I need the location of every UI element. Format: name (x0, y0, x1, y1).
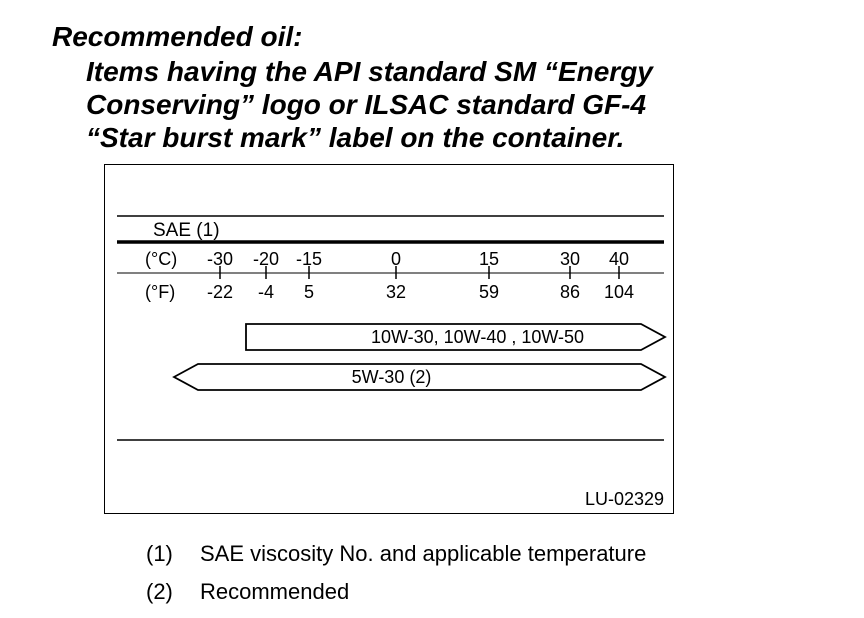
fahrenheit-unit-label: (°F) (145, 282, 176, 302)
temperature-ticks (207, 249, 634, 302)
celsius-tick-label: -30 (206, 249, 234, 269)
celsius-tick-label: 40 (608, 249, 630, 269)
fahrenheit-tick-label: 5 (303, 282, 315, 302)
fahrenheit-tick-label: 59 (478, 282, 500, 302)
footnote-2-number: (2) (146, 579, 173, 604)
celsius-unit-label: (°C) (145, 249, 178, 269)
celsius-tick-label: 15 (478, 249, 500, 269)
description-line-1: Items having the API standard SM “Energy (86, 56, 653, 87)
fahrenheit-tick-label: -22 (206, 282, 234, 302)
fahrenheit-tick-label: 104 (603, 282, 635, 302)
celsius-tick-label: 30 (559, 249, 581, 269)
fahrenheit-tick-label: 86 (559, 282, 581, 302)
celsius-tick-label: -15 (295, 249, 323, 269)
footnote-1-number: (1) (146, 541, 173, 566)
section-title: Recommended oil: (52, 21, 303, 52)
footnote-2-text: Recommended (200, 579, 350, 604)
description-line-2: Conserving” logo or ILSAC standard GF-4 (86, 89, 647, 120)
footnote-1-text: SAE viscosity No. and applicable temperature (200, 541, 647, 566)
oil-viscosity-chart (104, 164, 674, 514)
sae-label: SAE (1) (153, 220, 220, 241)
description-line-3: “Star burst mark” label on the container. (86, 122, 625, 153)
celsius-tick-label: 0 (390, 249, 402, 269)
fahrenheit-tick-label: 32 (385, 282, 407, 302)
figure-code: LU-02329 (584, 489, 664, 509)
oil-viscosity-chart-svg (105, 165, 675, 515)
fahrenheit-tick-label: -4 (257, 282, 275, 302)
viscosity-range-label: 10W-30, 10W-40 , 10W-50 (370, 327, 585, 347)
viscosity-ranges (174, 324, 665, 390)
viscosity-range-label: 5W-30 (2) (351, 367, 432, 387)
celsius-tick-label: -20 (252, 249, 280, 269)
